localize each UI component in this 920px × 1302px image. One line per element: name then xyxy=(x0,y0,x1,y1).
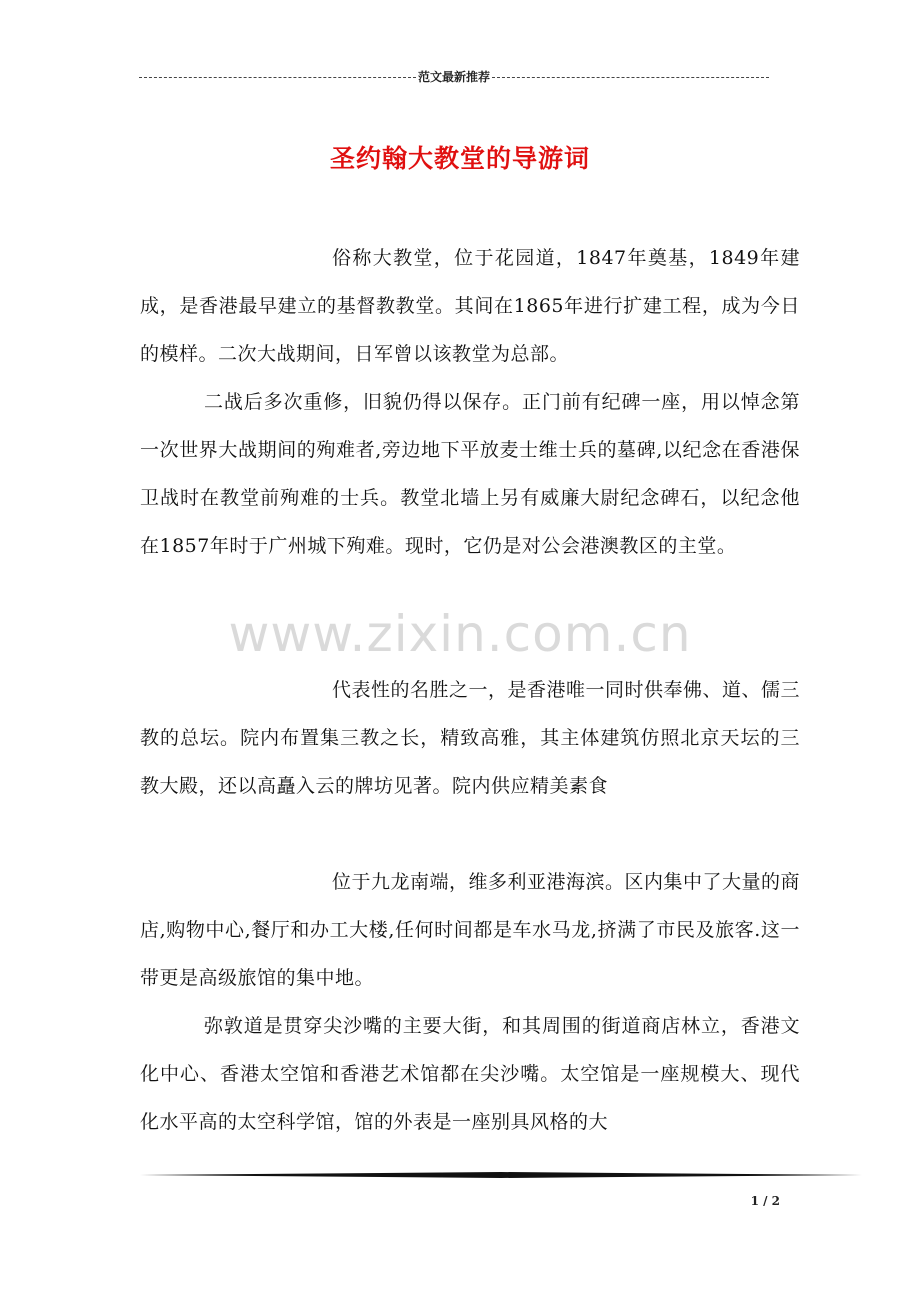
watermark: www.zixin.com.cn xyxy=(228,605,692,663)
document-title: 圣约翰大教堂的导游词 xyxy=(329,143,590,173)
paragraph-kowloon: 位于九龙南端，维多利亚港海滨。区内集中了大量的商店,购物中心,餐厅和办工大楼,任何时间都是车水马龙,挤满了市民及旅客.这一带更是高级旅馆的集中地。 xyxy=(140,871,801,989)
paragraph-cathedral-history: 二战后多次重修，旧貌仍得以保存。正门前有纪碑一座，用以悼念第一次世界大战期间的殉难者,旁边地下平放麦士维士兵的墓碑,以纪念在香港保卫战时在教堂前殉难的士兵。教堂北墙上另有威廉大尉纪念碑石，以纪念他在1857年时于广州城下殉难。现时，它仍是对公会港澳教区的主堂。 xyxy=(140,391,800,557)
paragraph-cathedral-intro: 俗称大教堂，位于花园道，1847年奠基，1849年建成，是香港最早建立的基督教教堂。其间在1865年进行扩建工程，成为今日的模样。二次大战期间，日军曾以该教堂为总部。 xyxy=(140,247,800,365)
header-dash-right xyxy=(492,77,769,78)
paragraph-nathan-road: 弥敦道是贯穿尖沙嘴的主要大街，和其周围的街道商店林立，香港文化中心、香港太空馆和香港艺术馆都在尖沙嘴。太空馆是一座规模大、现代化水平高的太空科学馆，馆的外表是一座别具风格的大 xyxy=(140,1015,800,1133)
paragraph-temple: 代表性的名胜之一，是香港唯一同时供奉佛、道、儒三教的总坛。院内布置集三教之长，精致高雅，其主体建筑仿照北京天坛的三教大殿，还以高矗入云的牌坊见著。院内供应精美素食 xyxy=(140,679,801,797)
footer-rule xyxy=(140,1172,862,1178)
page-header xyxy=(139,66,769,86)
header-label: 范文最新推荐 xyxy=(418,69,491,84)
header-dash-left xyxy=(139,77,416,78)
page-number: 1 / 2 xyxy=(750,1194,780,1208)
